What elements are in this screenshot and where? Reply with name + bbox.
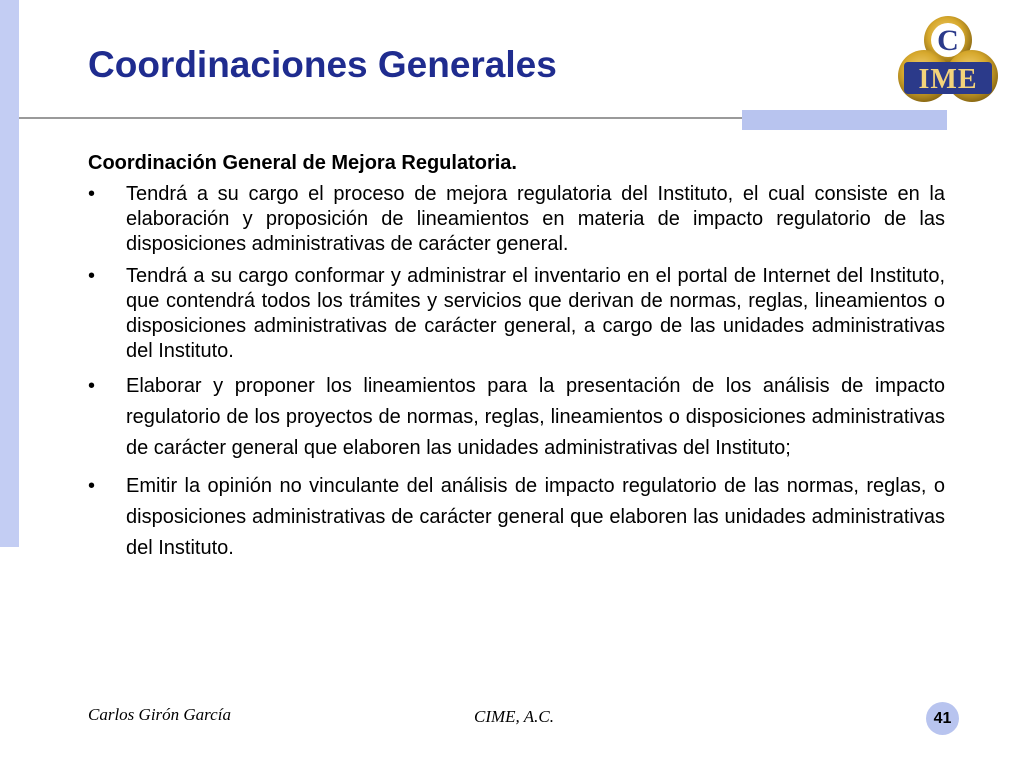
footer-author: Carlos Girón García [88,705,231,724]
bullet-icon: • [88,183,96,205]
cime-logo-icon [896,14,1000,108]
slide-content [88,150,945,571]
list-item [88,182,945,257]
list-item [88,264,945,364]
page-number-badge: 41 [926,702,959,735]
slide-title: Coordinaciones Generales [88,44,557,85]
left-accent-bar [0,0,19,547]
bullet-icon: • [88,475,96,497]
svg-text:C: C [937,24,959,57]
title-accent-bar [742,110,947,130]
footer-organization: CIME, A.C. [474,707,554,726]
list-item [88,471,945,564]
bullet-list [88,182,945,564]
bullet-text: Tendrá a su cargo el proceso de mejora regulatoria del Instituto, el cual consiste en la elaboración y proposición de lineamientos en materia de impacto regulatorio de las disposiciones administrativas de carácter general. [126,183,945,255]
section-heading: Coordinación General de Mejora Regulatoria. [88,152,517,174]
bullet-icon: • [88,375,96,397]
bullet-text: Emitir la opinión no vinculante del análisis de impacto regulatorio de las normas, reglas, o disposiciones administrativas de carácter general que elaboren las unidades administrativas del Instituto. [126,475,945,559]
bullet-icon: • [88,265,96,287]
list-item [88,371,945,464]
bullet-text: Tendrá a su cargo conformar y administrar el inventario en el portal de Internet del Instituto, que contendrá todos los trámites y servicios que derivan de normas, reglas, lineamientos o disposiciones administrativas de carácter general, a cargo de las unidades administrativas del Instituto. [126,265,945,362]
bullet-text: Elaborar y proponer los lineamientos para la presentación de los análisis de impacto regulatorio de los proyectos de normas, reglas, lineamientos o disposiciones administrativas de carácter general que elaboren las unidades administrativas del Instituto; [126,375,945,459]
svg-text:IME: IME [918,64,978,95]
